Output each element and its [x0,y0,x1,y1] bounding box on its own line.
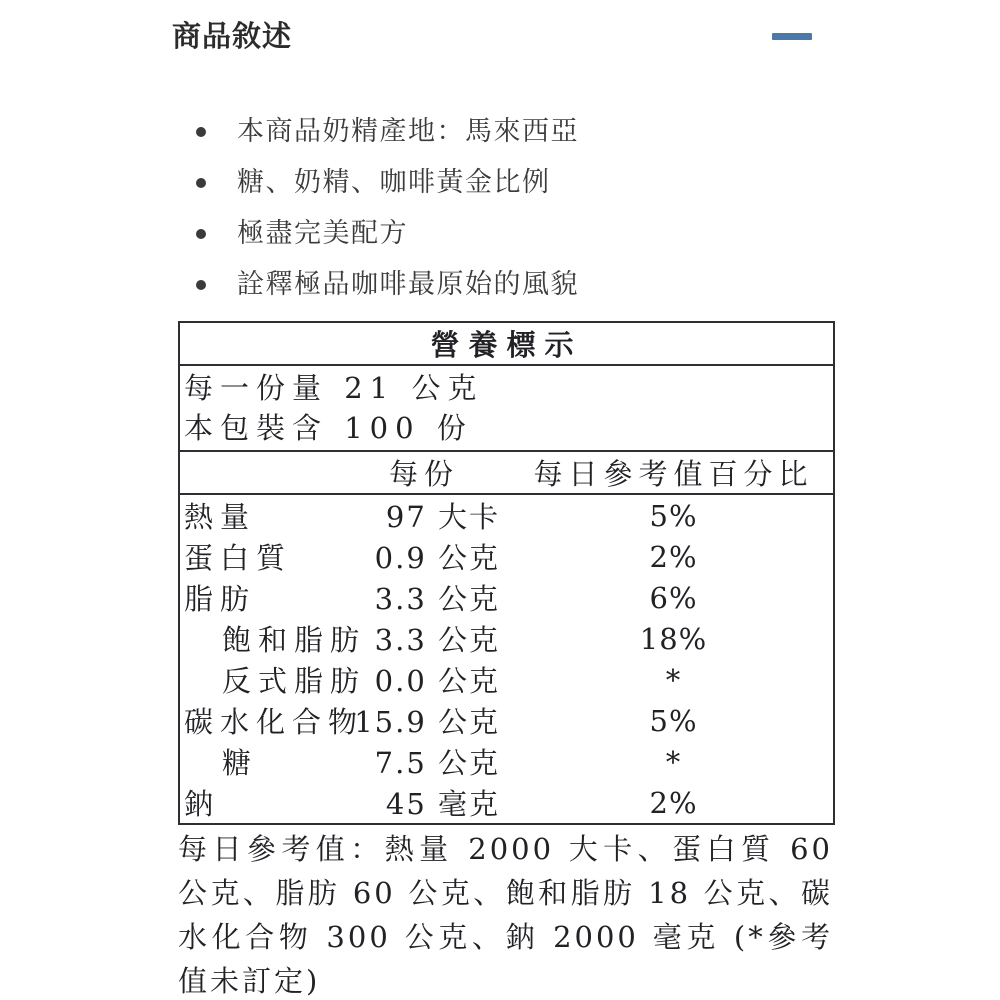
bullet-item [172,270,833,299]
nutrition-table-row [179,782,834,824]
servings-per-pack-line: 本包裝含 100 份 [184,411,473,445]
bullet-dot-icon [196,127,206,137]
nutrient-name: 脂肪 [184,582,257,616]
nutrition-label-title: 營養標示 [179,322,834,365]
nutrient-name: 糖 [222,746,259,780]
nutrition-table-row [179,536,834,577]
nutrient-name: 反式脂肪 [222,664,367,698]
nutrient-amount: 3.3 公克 [374,582,500,616]
nutrition-table-row [179,618,834,659]
col-header-empty [179,451,334,494]
minus-icon [772,33,812,40]
nutrient-daily-value: 5% [649,703,698,738]
nutrient-daily-value: 18% [639,621,708,656]
nutrient-name: 飽和脂肪 [222,623,367,657]
nutrient-amount: 0.9 公克 [374,541,500,575]
nutrient-daily-value: 5% [649,498,698,533]
bullet-list [172,117,833,299]
nutrient-amount: 97 大卡 [385,500,500,534]
bullet-dot-icon [196,280,206,290]
nutrient-amount: 15.9 公克 [354,705,500,739]
nutrient-amount: 3.3 公克 [374,623,500,657]
col-header-per-serving: 每份 [334,451,514,494]
bullet-text: 極盡完美配方 [237,218,408,248]
nutrient-name: 碳水化合物 [184,705,365,739]
nutrient-daily-value: * [665,744,682,779]
bullet-item [172,219,833,248]
nutrition-table-row [179,659,834,700]
bullet-text: 糖、奶精、咖啡黃金比例 [237,167,551,197]
serving-info-cell [179,365,834,451]
nutrition-rows [179,494,834,824]
nutrition-table-row [179,494,834,536]
nutrient-daily-value: * [665,662,682,697]
nutrient-daily-value: 6% [649,580,698,615]
nutrition-table-row [179,700,834,741]
bullet-text: 本商品奶精產地：馬來西亞 [237,116,579,146]
bullet-dot-icon [196,178,206,188]
section-content [172,0,833,1000]
nutrient-daily-value: 2% [649,539,698,574]
collapse-section-button[interactable] [768,29,812,43]
daily-value-footnote: 每日參考值：熱量 2000 大卡、蛋白質 60 公克、脂肪 60 公克、飽和脂肪 18 公克、碳水化合物 300 公克、鈉 2000 毫克 (*參考值未訂定) [178,832,833,998]
bullet-item [172,168,833,197]
nutrition-table-row [179,577,834,618]
nutrient-name: 蛋白質 [184,541,293,575]
nutrient-name: 鈉 [184,787,221,821]
nutrient-amount: 45 毫克 [385,787,500,821]
bullet-item [172,117,833,146]
page-title: 商品敘述 [172,21,293,53]
serving-size-line: 每一份量 21 公克 [184,371,484,405]
nutrient-daily-value: 2% [649,785,698,820]
nutrient-amount: 0.0 公克 [374,664,500,698]
nutrient-name: 熱量 [184,500,257,534]
section-header [172,0,833,60]
bullet-dot-icon [196,229,206,239]
nutrition-table-row [179,741,834,782]
nutrient-amount: 7.5 公克 [374,746,500,780]
bullet-text: 詮釋極品咖啡最原始的風貌 [237,269,579,299]
nutrition-table [178,321,835,825]
col-header-daily-value-percent: 每日參考值百分比 [514,451,834,494]
